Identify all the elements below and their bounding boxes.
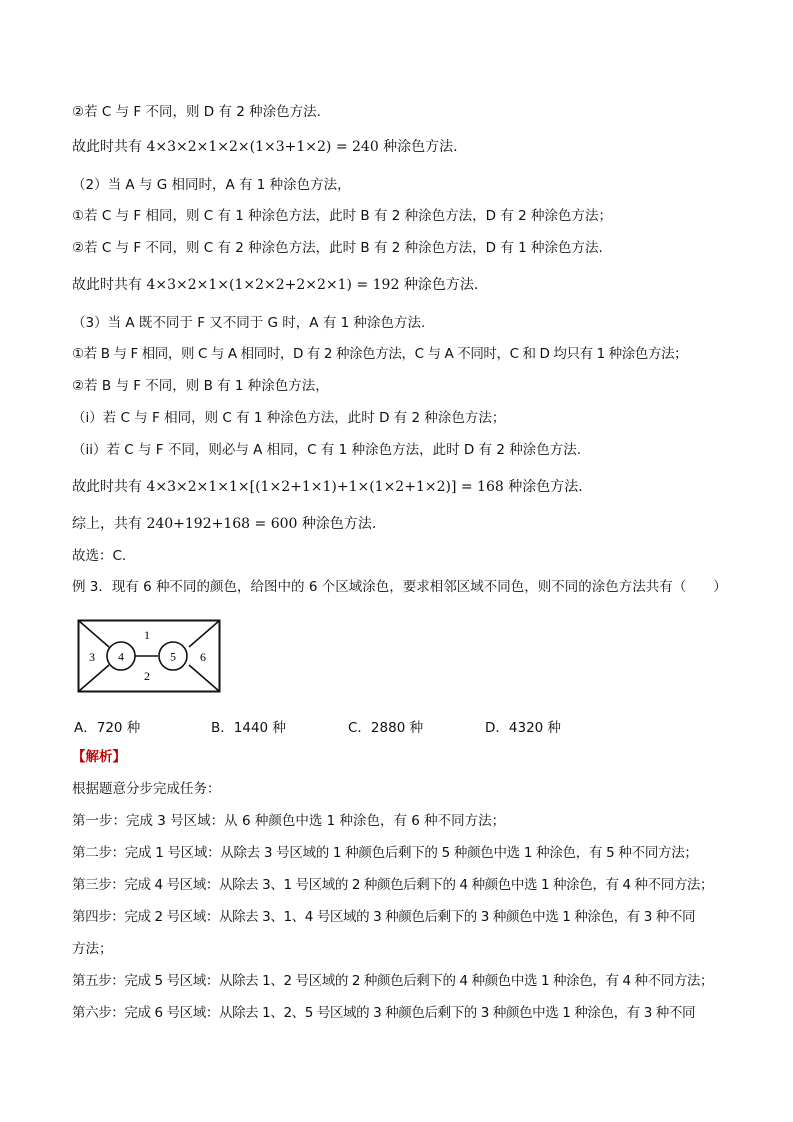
question-title: 例 3．现有 6 种不同的颜色，给图中的 6 个区域涂色，要求相邻区域不同色，则不同的涂色方法共有（ ） — [72, 579, 727, 595]
solution-step: 第一步：完成 3 号区域：从 6 种颜色中选 1 种涂色，有 6 种不同方法； — [72, 813, 506, 829]
solution-step: 第四步：完成 2 号区域：从除去 3、1、4 号区域的 3 种颜色后剩下的 3 种颜色中选 1 种涂色，有 3 种不同 — [72, 909, 696, 925]
region-label-2: 2 — [144, 669, 150, 683]
solution-step: 第二步：完成 1 号区域：从除去 3 号区域的 1 种颜色后剩下的 5 种颜色中选 1 种涂色，有 5 种不同方法； — [72, 845, 698, 861]
region-label-3: 3 — [89, 650, 95, 664]
solution-step: 第五步：完成 5 号区域：从除去 1、2 号区域的 2 种颜色后剩下的 4 种颜色中选 1 种涂色，有 4 种不同方法； — [72, 973, 714, 989]
formula-line: 故此时共有 4×3×2×1×1×[(1×2+1×1)+1×(1×2+1×2)] = 168 种涂色方法. — [72, 479, 583, 495]
text-line: （2）当 A 与 G 相同时，A 有 1 种涂色方法， — [72, 177, 351, 193]
text-line: （i）若 C 与 F 相同，则 C 有 1 种涂色方法，此时 D 有 2 种涂色方法； — [72, 410, 506, 426]
text-line: （3）当 A 既不同于 F 又不同于 G 时，A 有 1 种涂色方法. — [72, 315, 426, 331]
text-line: ②若 B 与 F 不同，则 B 有 1 种涂色方法， — [72, 378, 329, 394]
text-line: ①若 B 与 F 相同，则 C 与 A 相同时，D 有 2 种涂色方法，C 与 A 不同时，C 和 D 均只有 1 种涂色方法； — [72, 346, 688, 362]
text-line: 故选：C. — [72, 548, 127, 564]
region-label-1: 1 — [144, 628, 150, 642]
solution-step: 第三步：完成 4 号区域：从除去 3、1 号区域的 2 种颜色后剩下的 4 种颜色中选 1 种涂色，有 4 种不同方法； — [72, 877, 714, 893]
figure-diagonal — [189, 621, 220, 648]
formula-line: 故此时共有 4×3×2×1×2×(1×3+1×2) = 240 种涂色方法. — [72, 139, 458, 155]
formula-line: 综上，共有 240+192+168 = 600 种涂色方法. — [72, 516, 377, 532]
solution-step: 根据题意分步完成任务： — [72, 781, 221, 797]
text-line: ②若 C 与 F 不同，则 D 有 2 种涂色方法. — [72, 104, 321, 120]
region-label-6: 6 — [200, 650, 206, 664]
figure-diagonal — [79, 621, 110, 648]
analysis-header: 【解析】 — [72, 749, 126, 765]
option-a: A．720 种 — [74, 720, 141, 736]
figure-diagonal — [189, 665, 220, 692]
formula-line: 故此时共有 4×3×2×1×(1×2×2+2×2×1) = 192 种涂色方法. — [72, 277, 479, 293]
text-line: ②若 C 与 F 不同，则 C 有 2 种涂色方法，此时 B 有 2 种涂色方法，D 有 1 种涂色方法. — [72, 240, 603, 256]
region-label-4: 4 — [118, 649, 124, 664]
option-d: D．4320 种 — [485, 720, 562, 736]
coloring-figure — [77, 619, 222, 695]
text-line: （ii）若 C 与 F 不同，则必与 A 相同，C 有 1 种涂色方法，此时 D 有 2 种涂色方法. — [72, 442, 582, 458]
text-line: ①若 C 与 F 相同，则 C 有 1 种涂色方法，此时 B 有 2 种涂色方法，D 有 2 种涂色方法； — [72, 208, 613, 224]
solution-step: 第六步：完成 6 号区域：从除去 1、2、5 号区域的 3 种颜色后剩下的 3 种颜色中选 1 种涂色，有 3 种不同 — [72, 1005, 696, 1021]
option-c: C．2880 种 — [348, 720, 424, 736]
region-label-5: 5 — [170, 649, 176, 664]
solution-step: 方法； — [72, 941, 113, 957]
figure-diagonal — [79, 665, 110, 692]
option-b: B．1440 种 — [211, 720, 286, 736]
